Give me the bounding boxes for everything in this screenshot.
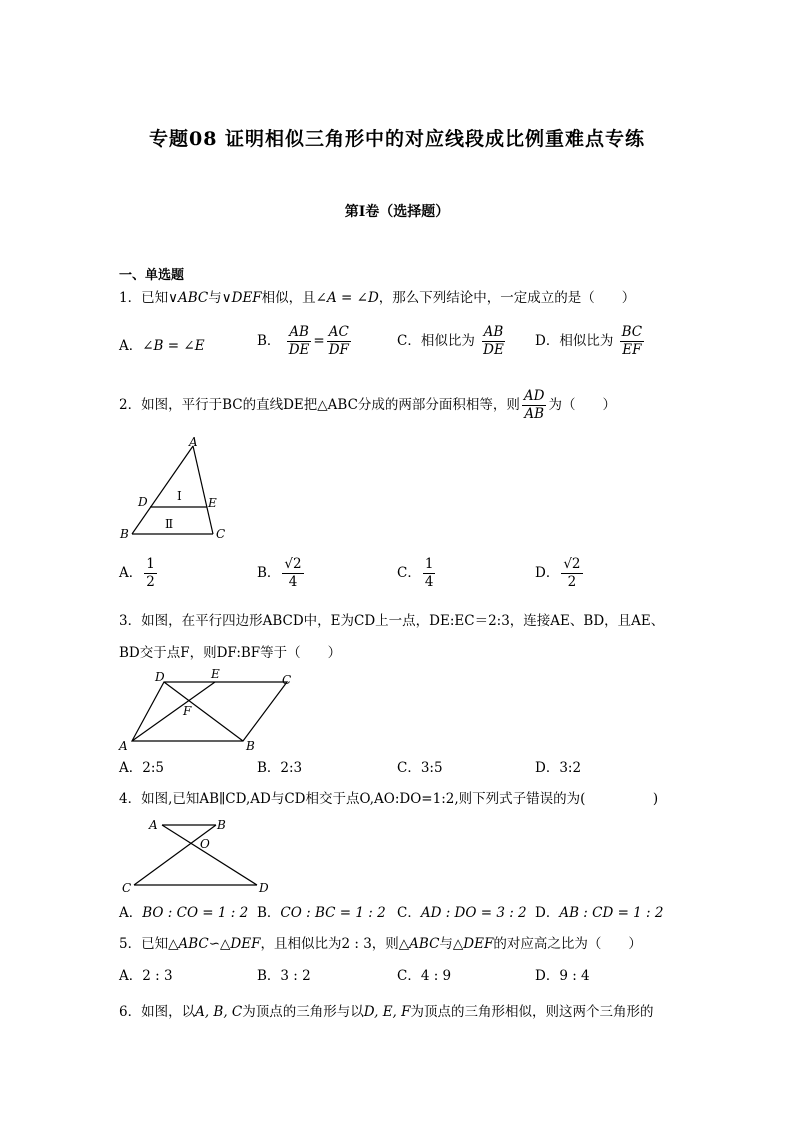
q4-label-a: A [149,818,158,832]
q4-option-a: A．BO : CO = 1 : 2 [119,905,249,921]
q3-label-c: C [282,673,292,687]
q2-option-c: C． $\frac{1}{4}$ [397,556,434,590]
q3-parallelogram-figure [112,668,302,754]
section-heading: 一、单选题 [119,268,185,283]
question-6: 6．如图，以A, B, C为顶点的三角形与以D, E, F为顶点的三角形相似，则这两个三角形的 [119,1004,654,1020]
q1-option-d: D．相似比为 $\frac{BC}{EF}$ [535,324,643,358]
q5-option-b: B．3 : 2 [257,968,311,984]
q3-option-a: A．2:5 [119,760,164,776]
q2-option-b: B． $\frac{√2}{4}$ [257,556,302,590]
q1-option-b: B． $\frac{AB}{DE}$ = $\frac{AC}{DF}$ [257,324,349,358]
q2-label-b: B [120,527,129,541]
q5-option-c: C．4 : 9 [397,968,452,984]
q3-option-b: B．2:3 [257,760,303,776]
q4-option-b: B．CO : BC = 1 : 2 [257,905,386,921]
question-5: 5．已知△ABC∽△DEF，且相似比为2 : 3，则△ABC与△DEF的对应高之比为（ ） [119,936,642,952]
question-1: 1．已知∨ABC与∨DEF相似，且∠A = ∠D，那么下列结论中，一定成立的是（ ） [119,290,636,306]
q2-label-region-2: Ⅱ [165,517,174,531]
q4-segment-bc [134,825,216,885]
q2-option-d: D． $\frac{√2}{2}$ [535,556,581,590]
q1-option-c: C．相似比为 $\frac{AB}{DE}$ [397,324,504,358]
q3-label-a: A [119,739,128,753]
q3-label-b: B [246,739,255,753]
q4-segment-ad [162,825,257,885]
q4-label-c: C [122,881,132,895]
q2-triangle-figure [110,434,240,546]
q3-option-c: C．3:5 [397,760,443,776]
q4-option-c: C．AD : DO = 3 : 2 [397,905,527,921]
page-title: 专题08 证明相似三角形中的对应线段成比例重难点专练 [148,128,646,150]
q5-option-d: D．9 : 4 [535,968,590,984]
question-2: 2．如图，平行于BC的直线DE把△ABC分成的两部分面积相等，则 $\frac{AD}{AB}$ 为（ ） [119,388,616,422]
q4-option-d: D．AB : CD = 1 : 2 [535,905,664,921]
q3-label-f: F [183,704,192,718]
q4-figure [112,812,282,896]
q2-label-d: D [138,495,148,509]
q4-label-d: D [259,881,269,895]
question-4: 4．如图,已知AB∥CD,AD与CD相交于点O,AO:DO=1:2,则下列式子错误的为( ) [119,791,659,807]
q2-option-a: A． $\frac{1}{2}$ [119,556,155,590]
q4-label-o: O [200,837,210,851]
page-subtitle: 第I卷（选择题） [344,204,450,220]
q2-label-c: C [216,527,226,541]
q2-label-e: E [208,496,217,510]
q2-label-region-1: Ⅰ [177,489,182,503]
q2-side-ab [132,446,193,534]
q3-parallelogram [132,682,287,741]
q3-label-e: E [211,668,220,681]
question-3-line-2: BD交于点F，则DF:BF等于（ ） [119,645,342,661]
q4-label-b: B [217,818,226,832]
question-3-line-1: 3．如图，在平行四边形ABCD中，E为CD上一点，DE:EC＝2:3，连接AE、BD，且AE、 [119,613,665,629]
q2-side-ac [193,446,213,534]
q5-option-a: A．2 : 3 [119,968,173,984]
q3-label-d: D [155,670,165,684]
q1-option-a: A．∠B = ∠E [119,338,205,354]
q2-label-a: A [189,435,198,449]
q3-option-d: D．3:2 [535,760,582,776]
